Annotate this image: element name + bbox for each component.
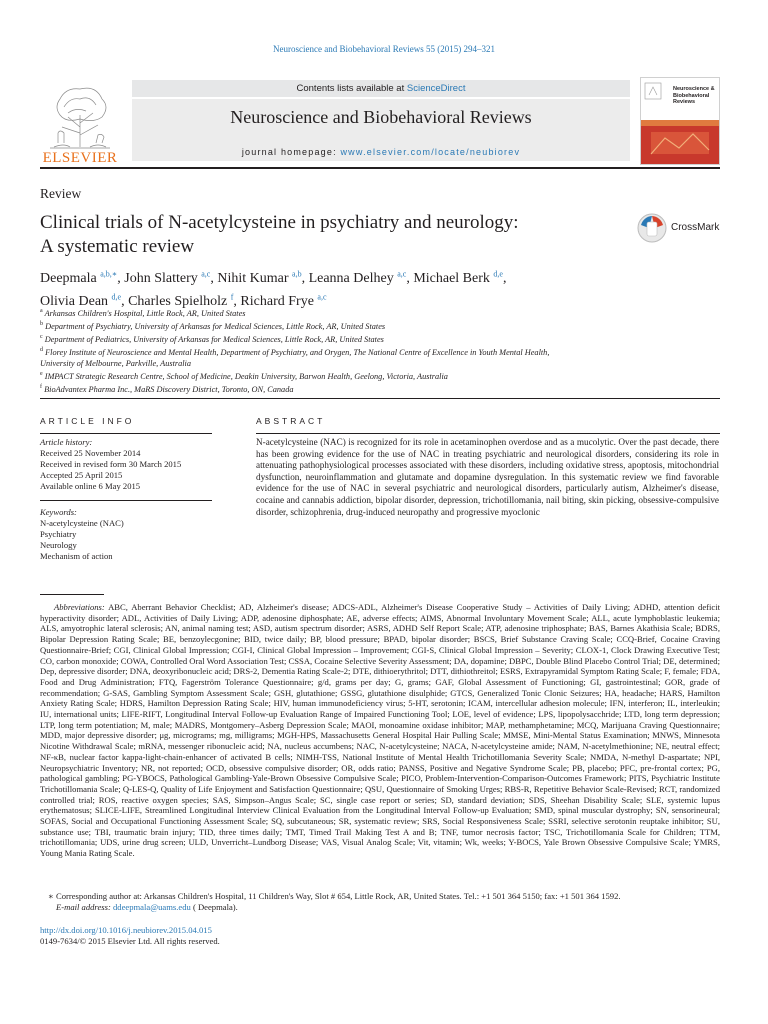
keyword: N-acetylcysteine (NAC) [40, 518, 124, 528]
affiliation: $^b$ Department of Psychiatry, University of Arkansas for Medical Sciences, Little Rock, AR, United States [40, 320, 386, 331]
abbreviations-label: Abbreviations: [54, 602, 105, 612]
keywords-label: Keywords: [40, 507, 77, 517]
email-line [40, 902, 720, 913]
history-label: Article history: [40, 437, 93, 447]
journal-title: Neuroscience and Biobehavioral Reviews [230, 107, 532, 127]
keyword: Mechanism of action [40, 551, 113, 561]
article-info [40, 437, 212, 562]
abstract-rule [256, 433, 720, 434]
affiliation: $^c$ Department of Pediatrics, University of Arkansas for Medical Sciences, Little Rock, AR, United States [40, 333, 384, 344]
keyword: Neurology [40, 540, 77, 550]
history-item: Received in revised form 30 March 2015 [40, 459, 182, 469]
cover-title: Neuroscience & Biobehavioral Reviews [673, 86, 715, 105]
affiliation: $^e$ IMPACT Strategic Research Centre, School of Medicine, Deakin University, Barwon Health, Geelong, Victoria, Australia [40, 371, 448, 381]
abbreviations-text: ABC, Aberrant Behavior Checklist; AD, Alzheimer's disease; ADCS-ADL, Alzheimer's Disease Cooperative Study – Activities of Daily Living; ADHD, attention deficit hyperactivity disorder; ADL, Activities of Daily Living; ADP, adenosine diphosphate; AE, adverse effects; AIMS, Abnormal Involuntary Movement Scale; ALL, acute lymphoblastic leukemia; ALS, amyotrophic lateral sclerosis; AN, animal naming test; ASD, autism spectrum disorder; ASRS, ADHD Self Report Scale; ATP, adenosine triphosphate; BAS, Barnes Akathisia Scale; BDRS, Bipolar Depression Rating Scale; BE, benzoylecgonine; BID, twice daily; BP, blood pressure; BPAD, bipolar disorder; BSCS, Brief Substance Craving Scale; CCQ-Brief, Cocaine Craving Questionnaire-Brief; CGI, Clinical Global Impression; CGI-I, Clinical Global Impression – Improvement; CGI-S, Clinical Global Impression – Severity; CLOX-1, Clock Drawing Executive Test; CO, carbon monoxide; COWA, Controlled Oral Word Association Test; CSSA, Cocaine Selective Severity Assessment; DA, dopamine; DBPC, Double Blind Placebo Control Trial; DE, determined; Dep, depressive disorder; DNA, deoxyribonucleic acid; DRS-2, Dementia Rating Scale-2; DTE, dithioerythritol; DTT, dithiothreitol; ESRS, Extrapyramidal Symptom Rating Scale; F, female; FDA, Food and Drug Administration; FTQ, Fagerström Tolerance Questionnaire; g/d, grams per day; G, grams; GAF, Global Assessment of Functioning; GI, gastrointestinal; GOR, grade of recommendation; G-SAS, Gambling Symptom Assessment Scale; GSH, glutathione; GSSG, glutathione disulphide; GTCS, Generalized Tonic Clonic Seizures; HA, headache; HARS, Hamilton Anxiety Rating Scale; HDRS, Hamilton Depression Rating Scale; HIV, human immunodeficiency virus; 5-HT, serotonin; ICAM, intercellular adhesion molecule; IFN, interferon; IL, interleukin; IU, international units; LIFE-RIFT, Longitudinal Interval Follow-up Evaluation Range of Impaired Functioning Tool; LOE, level of evidence; LPS, lipopolysacchride; LTD, long term depression; LTP, long term potentiation; M, male; MADRS, Montgomery–Asberg Depression Scale; MAOI, monoamine oxidase inhibitor; MAP, methamphetamine; MCQ, Marijuana Craving Questionnaire; MDD, major depressive disorder; μg, micrograms; mg, milligrams; MGH-HPS, Massachusetts General Hospital Hair Pulling Scale; MMSE, Mini-Mental Status Examination; MNWS, Minnesota Nicotine Withdrawal Scale; mRNA, messenger ribonucleic acid; NA, nucleus accumbens; NAC, N-acetylcysteine; NACA, N-acetylcysteine amide; NAM, N-acetylmethionine; NE, neutral effect; NF-κB, nuclear factor kappa-light-chain-enhancer of activated B cells; NIMH-TSS, National Institute of Mental Health Trichotillomania Severity Scale; NMDA, N-methyl D-aspartate; NPI, Neuropsychiatric Inventory; NR, not reported; OCD, obsessive compulsive disorder; OR, odds ratio; PANSS, Positive and Negative Syndrome Scale; PB, placebo; PFC, pre-frontal cortex; PG, pathological gambling; PG-YBOCS, Pathological Gambling-Yale-Brown Obsessive Compulsive Scale; PICO, Problem-Intervention-Comparison-Outcomes Framework; PITS, Psychiatric Institute Trichotillomania Scale; Q-LES-Q, Quality of Life Enjoyment and Satisfaction Questionnaire; QSU, Questionnaire of Smoking Urges; RBS-R, Repetitive Behavior Scale-Revised; RCT, randomized controlled trial; ROS, reactive oxygen species; SAS, Simpson–Angus Scale; SC, single case report or series; SD, standard deviation; SDS, Sheehan Disability Scale; SLE, systemic lupus erythematosus; SLICE-LIFE, Streamlined Longitudinal Interview Clinical Evaluation from the Longitudinal Interval Follow-up Evaluation; SMD, spinal muscular dystrophy; SN, sensorineural; SOFAS, Social and Occupational Functioning Assessment Scale; SQ, subcutaneous; SR, systematic review; SRS, Social Responsiveness Scale; SSRI, selective serotonin reuptake inhibitor; SU, substance use; TBI, traumatic brain injury; TID, three times daily; TMT, Timed Trail Making Test A and B; TNF, tumor necrosis factor; TSC, Trichotillomania Scale for Children; TTM, trichotillomania; UDS, urine drug screen; ULD, Unverricht–Lundborg Disease; VAS, Visual Analog Scale; Vit, vitamin; Wk, weeks; Y-BOCS, Yale Brown Obsessive Compulsive Scale; YMRS, Young Mania Rating Scale. [40, 602, 720, 859]
author[interactable]: Richard Frye $^{a,c}$ [240, 292, 327, 310]
article-title [40, 211, 600, 259]
email-link[interactable]: ddeepmala@uams.edu [112, 902, 191, 912]
crossmark-icon [637, 213, 667, 243]
affiliations [40, 306, 720, 395]
article-type: Review [40, 186, 82, 201]
affiliation: $^d$ Florey Institute of Neuroscience and Mental Health, Department of Psychiatry, and Orygen, The National Centre of Excellence in Youth Mental Health, [40, 346, 550, 357]
article-title-line-2: A systematic review [40, 236, 195, 257]
crossmark-button[interactable] [637, 213, 727, 245]
author-list [40, 264, 640, 311]
article-title-line-1: Clinical trials of N-acetylcysteine in psychiatry and neurology: [40, 212, 519, 233]
section-rule [40, 398, 720, 399]
abstract-heading: ABSTRACT [256, 416, 326, 426]
contents-prefix: Contents lists available at [296, 83, 407, 94]
abbreviations [40, 602, 720, 859]
history-item: Received 25 November 2014 [40, 448, 141, 458]
journal-cover-thumbnail[interactable] [640, 77, 720, 165]
affiliation: $^a$ Arkansas Children's Hospital, Little Rock, AR, United States [40, 308, 246, 318]
banner-rule [40, 167, 720, 169]
author[interactable]: Deepmala $^{a,b,∗}$, [40, 269, 125, 286]
homepage-label: journal homepage: [241, 147, 341, 157]
homepage-link[interactable]: www.elsevier.com/locate/neubiorev [340, 147, 521, 157]
author[interactable]: Michael Berk $^{d,e}$, [413, 269, 507, 286]
author[interactable]: Leanna Delhey $^{a,c}$, [308, 269, 414, 286]
journal-banner [40, 77, 720, 167]
footer [40, 925, 220, 947]
corresponding-address: ∗ Corresponding author at: Arkansas Children's Hospital, 11 Children's Way, Slot # 654, Little Rock, AR, United States. Tel.: +1 501 364 5150; fax: +1 501 364 1592. [48, 891, 621, 901]
keywords-rule [40, 500, 212, 501]
journal-citation[interactable]: Neuroscience and Biobehavioral Reviews 55 (2015) 294–321 [273, 44, 495, 54]
history-item: Available online 6 May 2015 [40, 481, 141, 491]
author[interactable]: Olivia Dean $^{d,e}$, [40, 292, 129, 310]
article-info-heading: ARTICLE INFO [40, 416, 135, 426]
email-label: E-mail address: [56, 902, 113, 912]
contents-bar [132, 80, 630, 97]
publisher-name: ELSEVIER [42, 150, 118, 166]
crossmark-label: CrossMark [671, 222, 720, 233]
history-item: Accepted 25 April 2015 [40, 470, 123, 480]
footnote-rule [40, 594, 104, 595]
sciencedirect-link[interactable]: ScienceDirect [406, 83, 466, 94]
author[interactable]: Charles Spielholz $^f$, [128, 292, 241, 310]
affiliation: $^f$ BioAdvantex Pharma Inc., MaRS Discovery District, Toronto, ON, Canada [40, 384, 294, 394]
abstract-text: N-acetylcysteine (NAC) is recognized for its role in acetaminophen overdose and as a mucolytic. Over the past decade, there has been growing evidence for the use of NAC in treating psychiatric and neurological disorders, considering its role in attenuating pathophysiological processes associated with these disorders, including oxidative stress, apoptosis, mitochondrial dysfunction, neuroinflammation and glutamate and dopamine dysregulation. In this systematic review we find favorable evidence for the use of NAC in several psychiatric and neurological disorders, particularly autism, Alzheimer's disease, cocaine and cannabis addiction, bipolar disorder, depression, trichotillomania, nail biting, skin picking, obsessive-compulsive disorder, schizophrenia, drug-induced neuropathy and progressive myoclonic [256, 437, 719, 517]
keyword: Psychiatry [40, 529, 77, 539]
journal-homepage [132, 147, 630, 157]
info-rule [40, 433, 212, 434]
corresponding-author [40, 891, 720, 913]
author[interactable]: Nihit Kumar $^{a,b}$, [217, 269, 309, 286]
affiliation: University of Melbourne, Parkville, Australia [40, 358, 192, 368]
doi-link[interactable]: http://dx.doi.org/10.1016/j.neubiorev.2015.04.015 [40, 925, 212, 935]
journal-bar [132, 99, 630, 161]
email-suffix: ( Deepmala). [190, 902, 238, 912]
author[interactable]: John Slattery $^{a,c}$, [124, 269, 218, 286]
copyright: 0149-7634/© 2015 Elsevier Ltd. All rights reserved. [40, 936, 220, 946]
